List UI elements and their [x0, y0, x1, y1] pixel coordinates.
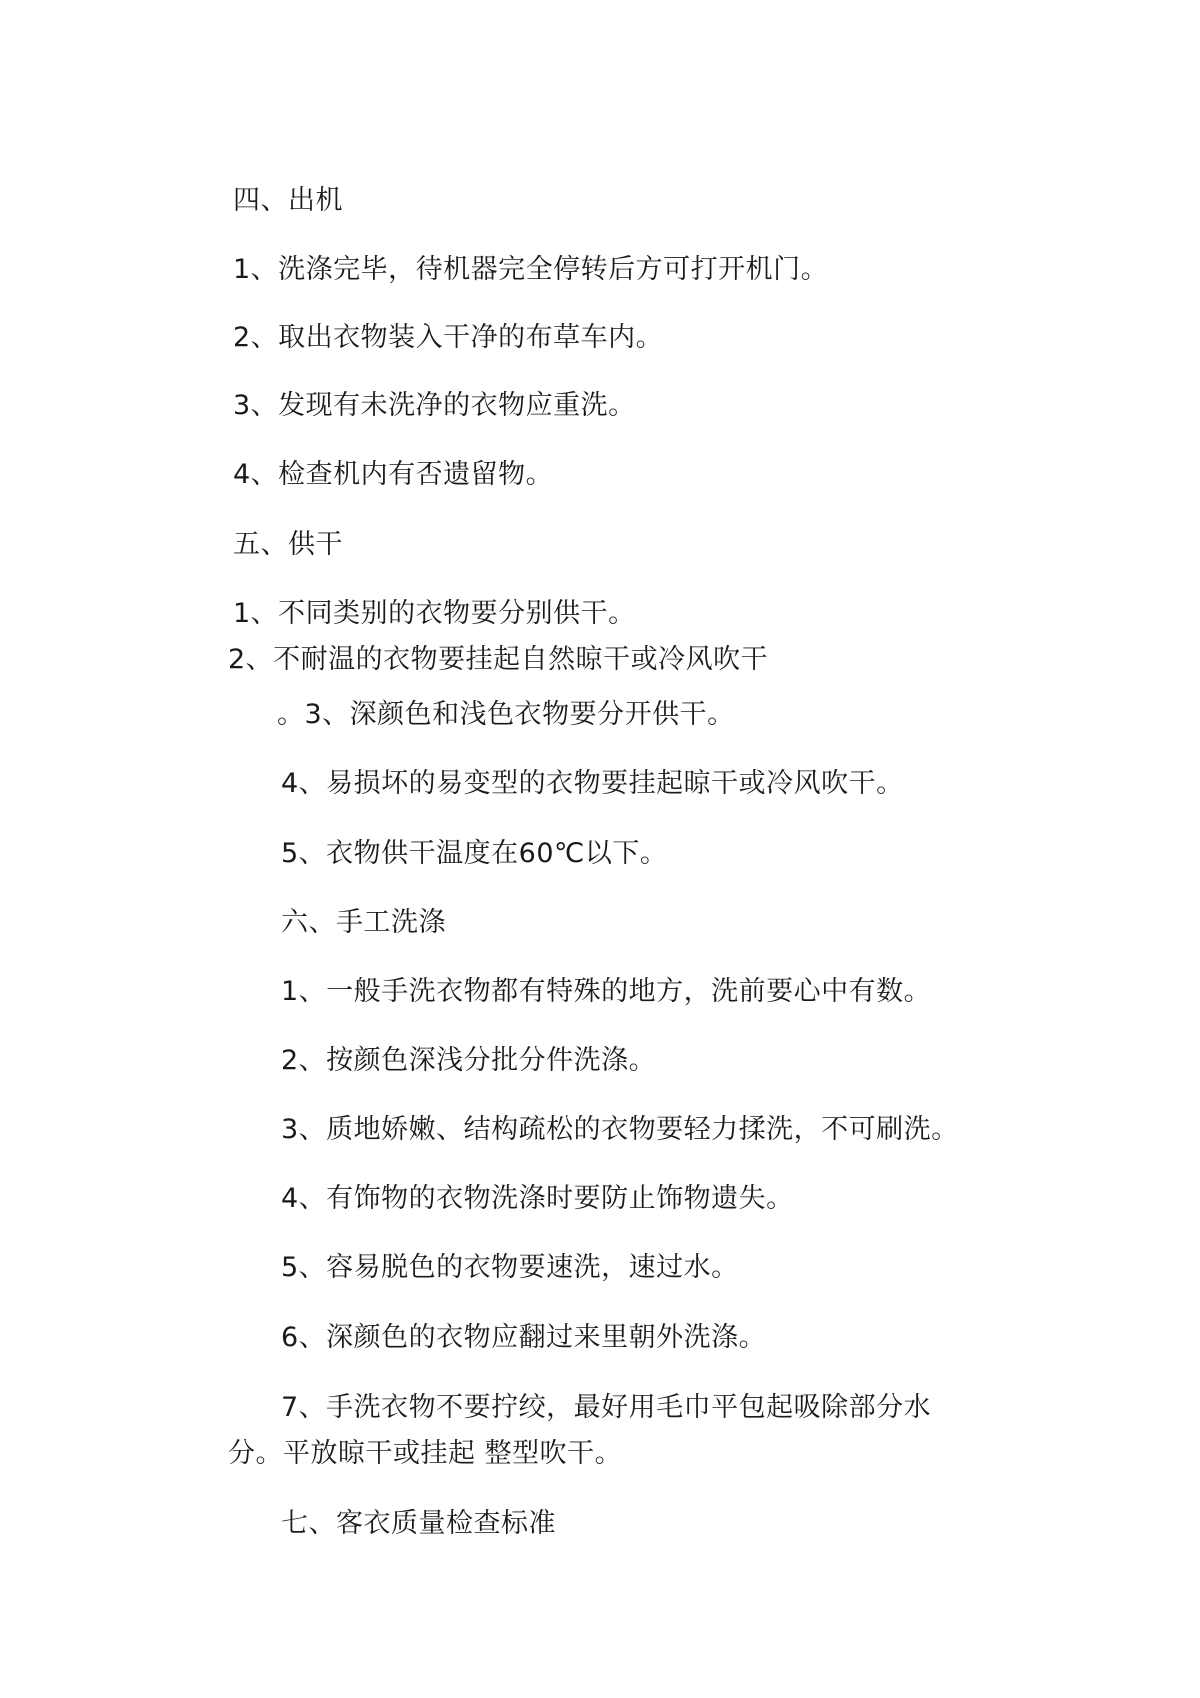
text-line: 5、容易脱色的衣物要速洗，速过水。: [281, 1252, 739, 1283]
text-line: 1、洗涤完毕，待机器完全停转后方可打开机门。: [233, 254, 829, 285]
text-line: 2、不耐温的衣物要挂起自然晾干或冷风吹干: [228, 644, 769, 675]
section-heading-5: 五、供干: [233, 529, 343, 560]
text-line: 4、易损坏的易变型的衣物要挂起晾干或冷风吹干。: [281, 768, 904, 799]
text-line: 2、取出衣物装入干净的布草车内。: [233, 322, 664, 353]
text-line: 1、不同类别的衣物要分别供干。: [233, 598, 636, 629]
text-line: 4、检查机内有否遗留物。: [233, 459, 554, 490]
text-line: 5、衣物供干温度在60℃以下。: [281, 838, 668, 869]
section-heading-7: 七、客衣质量检查标准: [281, 1508, 556, 1539]
text-line: 3、质地娇嫩、结构疏松的衣物要轻力揉洗，不可刷洗。: [281, 1114, 959, 1145]
text-line: 分。平放晾干或挂起 整型吹干。: [228, 1438, 623, 1469]
section-heading-4: 四、出机: [233, 185, 343, 216]
text-line: 4、有饰物的衣物洗涤时要防止饰物遗失。: [281, 1183, 794, 1214]
text-line: 7、手洗衣物不要拧绞，最好用毛巾平包起吸除部分水: [281, 1392, 932, 1423]
text-line: 1、一般手洗衣物都有特殊的地方，洗前要心中有数。: [281, 976, 932, 1007]
text-line: 2、按颜色深浅分批分件洗涤。: [281, 1045, 657, 1076]
text-line: 6、深颜色的衣物应翻过来里朝外洗涤。: [281, 1322, 767, 1353]
text-line: 3、发现有未洗净的衣物应重洗。: [233, 390, 636, 421]
text-line: 。3、深颜色和浅色衣物要分开供干。: [277, 699, 735, 730]
section-heading-6: 六、手工洗涤: [281, 907, 446, 938]
